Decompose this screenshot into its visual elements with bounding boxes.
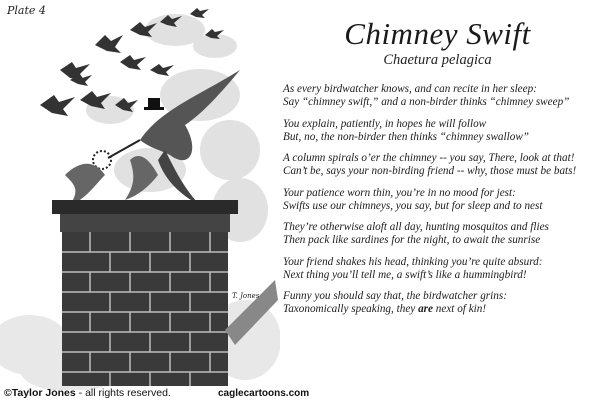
page-title: Chimney Swift xyxy=(344,16,531,51)
poem-line: As every birdwatcher knows, and can recite in her sleep: xyxy=(283,83,537,95)
poem-stanza xyxy=(283,83,598,109)
poem-line: Funny you should say that, the birdwatcher grins: xyxy=(283,290,507,302)
poem-stanza xyxy=(283,221,598,247)
poem-line: But, no, the non-birder then thinks “chimney swallow” xyxy=(283,130,530,143)
poem-line: A column spirals o’er the chimney -- you say, There, look at that! xyxy=(283,152,575,164)
plate-label: Plate 4 xyxy=(7,4,46,17)
emphasis-word: are xyxy=(418,303,433,315)
poem-stanza xyxy=(283,118,598,144)
poem-stanza xyxy=(283,256,598,282)
poem-line: They’re otherwise aloft all day, hunting mosquitos and flies xyxy=(283,221,549,233)
copyright-name: ©Taylor Jones xyxy=(4,387,76,399)
brick-chimney xyxy=(52,200,238,386)
poem-stanza xyxy=(283,187,598,213)
poem xyxy=(283,83,598,325)
chimney-swift-illustration xyxy=(0,0,280,390)
poem-stanza xyxy=(283,290,598,316)
poem-line: Your friend shakes his head, thinking you’re quite absurd: xyxy=(283,255,543,268)
artist-signature: T. Jones xyxy=(232,292,260,300)
website-link[interactable]: caglecartoons.com xyxy=(218,388,310,399)
copyright-notice xyxy=(4,387,171,399)
poem-line: You explain, patiently, in hopes he will follow xyxy=(283,117,487,130)
poem-stanza xyxy=(283,152,598,178)
poem-line: Swifts use our chimneys, you say, but for sleep and to nest xyxy=(283,199,543,212)
perched-swifts xyxy=(65,156,158,205)
copyright-suffix: - all rights reserved. xyxy=(75,387,171,399)
poem-line: Then pack like sardines for the night, to await the sunrise xyxy=(283,234,541,246)
poem-line: Say “chimney swift,” and a non-birder thinks “chimney sweep” xyxy=(283,96,570,108)
poem-line: Can’t be, says your non-birding friend -- why, those must be bats! xyxy=(283,165,577,177)
scientific-name: Chaetura pelagica xyxy=(383,52,492,68)
poem-line: Taxonomically speaking, they are next of kin! xyxy=(283,303,487,315)
poem-line: Your patience worn thin, you’re in no mood for jest: xyxy=(283,186,516,199)
poem-line: Next thing you’ll tell me, a swift’s like a hummingbird! xyxy=(283,268,527,281)
